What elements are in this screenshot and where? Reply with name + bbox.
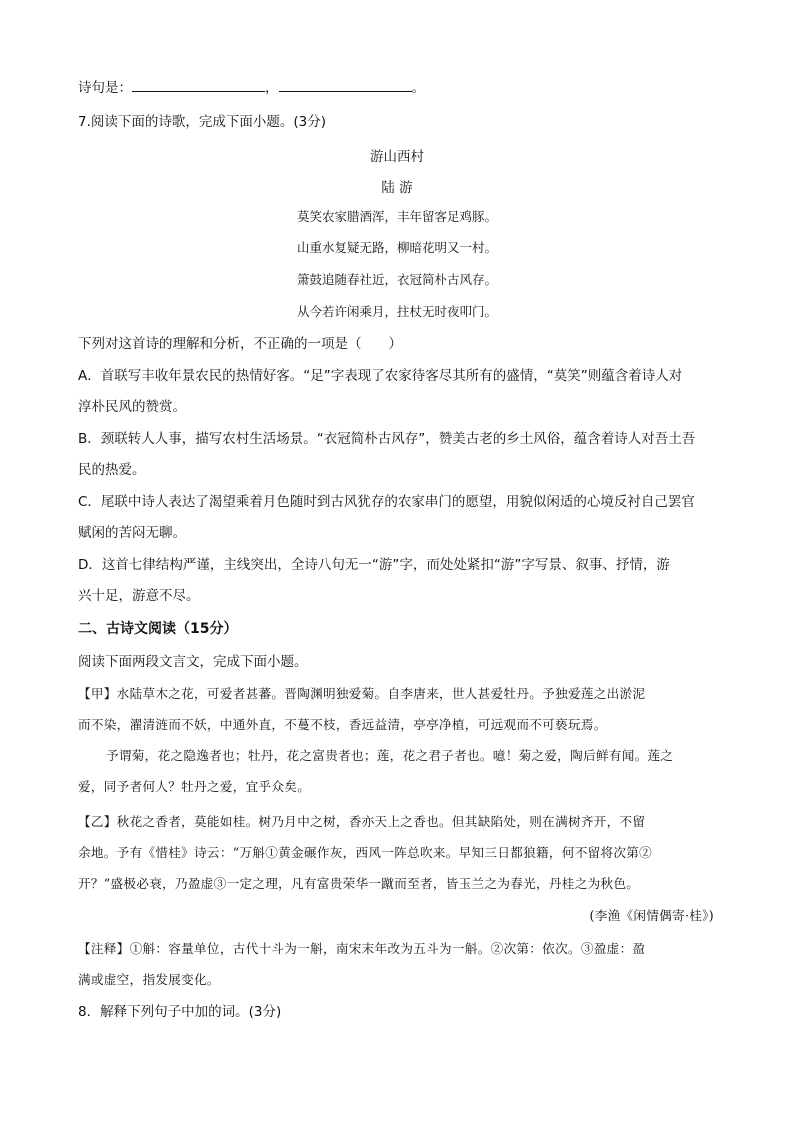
poem-author: 陆 游 (381, 180, 413, 196)
option-c-line2: 赋闲的苦闷无聊。 (78, 525, 186, 541)
option-a-line2: 淳朴民风的赞赏。 (78, 399, 186, 415)
passage-jia-line: 予谓菊，花之隐逸者也；牡丹，花之富贵者也；莲，花之君子者也。噫！菊之爱，陶后鲜有闻。莲之 (106, 748, 674, 763)
q6-prefix: 诗句是： (78, 80, 132, 96)
annotation-line: 【注释】①斛：容量单位，古代十斗为一斛，南宋末年改为五斗为一斛。②次第：依次。③盈虚：盈 (78, 941, 646, 956)
passage-jia-line: 爱，同予者何人？牡丹之爱，宜乎众矣。 (78, 779, 311, 794)
option-d-line1: D．这首七律结构严谨，主线突出，全诗八句无一“游”字，而处处紧扣“游”字写景、叙事、抒情，游 (78, 557, 670, 573)
passage-yi-line: 【乙】秋花之香者，莫能如桂。树乃月中之树，香亦天上之香也。但其缺陷处，则在满树齐开，不留 (78, 814, 646, 829)
option-d-line2: 兴十足，游意不尽。 (78, 588, 200, 604)
passage-jia-line: 【甲】水陆草木之花，可爱者甚蕃。晋陶渊明独爱菊。自李唐来，世人甚爱牡丹。予独爱莲之出淤泥 (78, 686, 646, 701)
option-a-line1: A．首联写丰收年景农民的热情好客。“足”字表现了农家待客尽其所有的盛情，“莫笑”则蕴含着诗人对 (78, 368, 683, 384)
option-b-line1: B．颈联转人人事，描写农村生活场景。“衣冠简朴古风存”，赞美古老的乡土风俗，蕴含着诗人对吾土吾 (78, 431, 696, 447)
poem-line: 莫笑农家腊酒浑，丰年留客足鸡豚。 (296, 209, 497, 224)
passage-yi-line: 开？”盛极必衰，乃盈虚③一定之理，凡有富贵荣华一蹴而至者，皆玉兰之为春光，丹桂之为秋色。 (78, 876, 640, 891)
poem-line: 从今若许闲乘月，拄杖无时夜叩门。 (296, 304, 497, 319)
passage-jia-line: 而不染，濯清涟而不妖，中通外直，不蔓不枝，香远益清，亭亭净植，可远观而不可亵玩焉。 (78, 717, 607, 732)
passage-yi-line: 余地。予有《惜桂》诗云：“万斛①黄金碾作灰，西风一阵总吹来。早知三日都狼籍，何不留将次第② (78, 845, 653, 860)
annotation-line: 满或虚空，指发展变化。 (78, 972, 220, 987)
section-2-intro: 阅读下面两段文言文，完成下面小题。 (78, 654, 308, 670)
answer-blank-2[interactable] (279, 79, 412, 92)
q6-end: 。 (411, 80, 425, 96)
poem-title: 游山西村 (370, 149, 424, 165)
section-2-heading: 二、古诗文阅读（15分） (78, 621, 238, 637)
poem-line: 箫鼓追随春社近，衣冠简朴古风存。 (296, 272, 497, 287)
option-b-line2: 民的热爱。 (78, 462, 146, 478)
q7-question: 下列对这首诗的理解和分析，不正确的一项是（ ） (78, 336, 402, 352)
passage-source: (李渔《闲情偶寄·桂》) (589, 908, 714, 923)
option-c-line1: C．尾联中诗人表达了渴望乘着月色随时到古风犹存的农家串门的愿望，用貌似闲适的心境反衬自己罢官 (78, 494, 695, 510)
q6-answer-line (78, 76, 425, 96)
poem-line: 山重水复疑无路，柳暗花明又一村。 (296, 240, 497, 255)
answer-blank-1[interactable] (132, 79, 265, 92)
q8-heading: 8．解释下列句子中加的词。(3分) (78, 1004, 282, 1020)
q7-heading: 7.阅读下面的诗歌，完成下面小题。(3分) (78, 114, 327, 130)
q6-separator: ， (265, 80, 279, 96)
